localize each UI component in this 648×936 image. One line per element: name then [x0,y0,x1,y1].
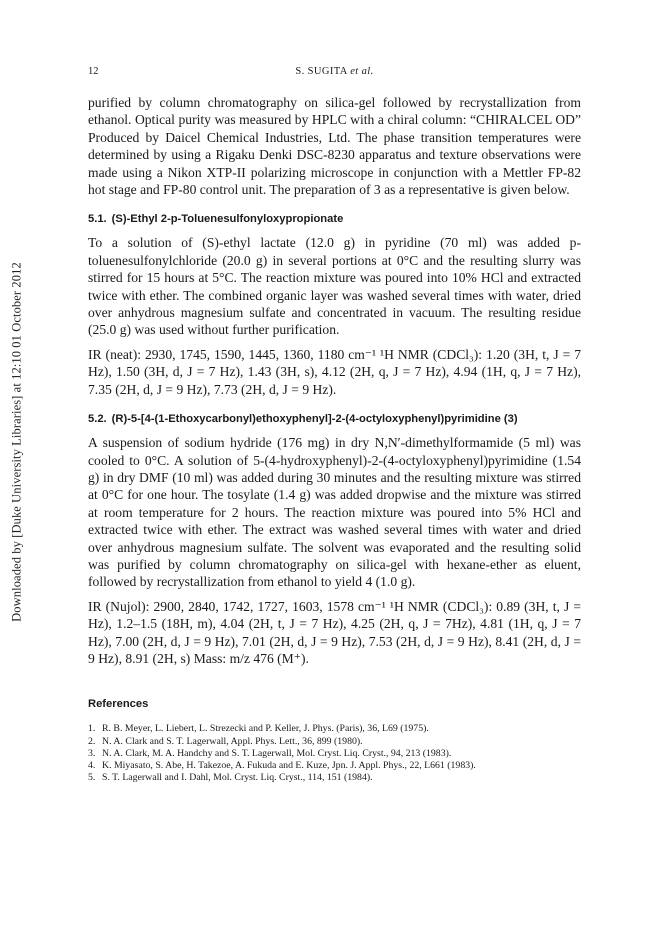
section-5-1-spectra: IR (neat): 2930, 1745, 1590, 1445, 1360, 1180 cm⁻¹ ¹H NMR (CDCl₃): 1.20 (3H, t, J = 7 Hz), 1.50 (3H, d, J = 7 Hz), 1.43 (3H, s), 4.12 (2H, q, J = 7 Hz), 4.94 (1H, q, J = 7 Hz), 7.35 (2H, d, J = 9 Hz), 7.73 (2H, d, J = 9 Hz). [88,346,581,397]
reference-number: 3. [88,747,96,759]
section-number: 5.2. [88,413,107,426]
section-5-2-procedure: A suspension of sodium hydride (176 mg) in dry N,N′-dimethylformamide (5 ml) was cooled to 0°C. A solution of 5-(4-hydroxyphenyl)-2-(4-octyloxyphenyl)pyrimidine (1.54 g) in dry DMF (10 ml) was added during 30 minutes and the resulting mixture was stirred at 0°C for one hour. The tosylate (1.4 g) was added dropwise and the mixture was stirred at room temperature for 2 hours. The reaction mixture was poured into 5% HCl and extracted twice with ether. The extract was washed several times with water and dried over anhydrous magnesium sulfate. The solvent was evaporated and the resulting solid was purified by column chromatography on silica-gel with hexane-ether as eluent, followed by recrystallization from ethanol to yield 4 (1.0 g). [88,435,581,590]
article-body [88,94,581,784]
page-number: 12 [88,66,99,77]
reference-item [88,748,581,760]
reference-number: 1. [88,723,96,735]
reference-item [88,736,581,748]
reference-item [88,760,581,772]
reference-number: 4. [88,759,96,771]
reference-text: N. A. Clark, M. A. Handchy and S. T. Lagerwall, Mol. Cryst. Liq. Cryst., 94, 213 (1983). [102,747,452,759]
reference-text: N. A. Clark and S. T. Lagerwall, Appl. Phys. Lett., 36, 899 (1980). [102,735,363,747]
reference-text: S. T. Lagerwall and I. Dahl, Mol. Cryst. Liq. Cryst., 114, 151 (1984). [102,772,373,784]
references-heading: References [88,698,149,711]
section-number: 5.1. [88,213,107,226]
section-5-2-spectra: IR (Nujol): 2900, 2840, 1742, 1727, 1603, 1578 cm⁻¹ ¹H NMR (CDCl₃): 0.89 (3H, t, J = Hz), 1.2–1.5 (18H, m), 4.04 (2H, t, J = 7 Hz), 4.25 (2H, q, J = 7Hz), 4.81 (1H, q, J = 7 Hz), 7.00 (2H, d, J = 9 Hz), 7.01 (2H, d, J = 9 Hz), 7.53 (2H, d, J = 9 Hz), 8.41 (2H, d, J = 9 Hz), 8.91 (2H, s) Mass: m/z 476 (M⁺). [88,598,581,666]
intro-paragraph: purified by column chromatography on silica-gel followed by recrystallization from ethanol. Optical purity was measured by HPLC with a chiral column: “CHIRALCEL OD” Produced by Daicel Chemical Industries, Ltd. The phase transition temperatures were determined by using a Rigaku Denki DSC-8230 apparatus and texture observations were made using a Nikon XTP-II polarizing microscope in conjunction with a Mettler FP-82 hot stage and FP-80 control unit. The preparation of 3 as a representative is given below. [88,95,581,198]
section-title: (S)-Ethyl 2-p-Toluenesulfonyloxypropionate [111,213,344,226]
section-heading-5-2 [88,412,581,426]
reference-text: K. Miyasato, S. Abe, H. Takezoe, A. Fukuda and E. Kuze, Jpn. J. Appl. Phys., 22, L661 (1983). [102,759,476,771]
download-watermark [2,0,32,936]
section-title: (R)-5-[4-(1-Ethoxycarbonyl)ethoxyphenyl]-2-(4-octyloxyphenyl)pyrimidine (3) [111,413,518,426]
reference-number: 5. [88,772,96,784]
section-heading-5-1 [88,212,581,226]
download-notice: Downloaded by [Duke University Libraries] at 12:10 01 October 2012 [9,262,24,622]
reference-item [88,723,581,735]
section-5-1-procedure: To a solution of (S)-ethyl lactate (12.0 g) in pyridine (70 ml) was added p-toluenesulfonylchloride (20.0 g) in several portions at 0°C and the resulting slurry was stirred for 15 hours at 5°C. The reaction mixture was poured into 10% HCl and extracted twice with ether. The combined organic layer was washed several times with water, dried over anhydrous magnesium sulfate and concentrated in vacuum. The resulting residue (25.0 g) was used without further purification. [88,235,581,338]
running-title-etal: et al. [350,66,374,77]
running-title [88,66,581,77]
reference-text: R. B. Meyer, L. Liebert, L. Strezecki and P. Keller, J. Phys. (Paris), 36, L69 (1975). [102,723,429,735]
reference-item [88,772,581,784]
references-list [88,723,581,784]
running-title-authors: S. SUGITA [295,66,348,77]
reference-number: 2. [88,735,96,747]
